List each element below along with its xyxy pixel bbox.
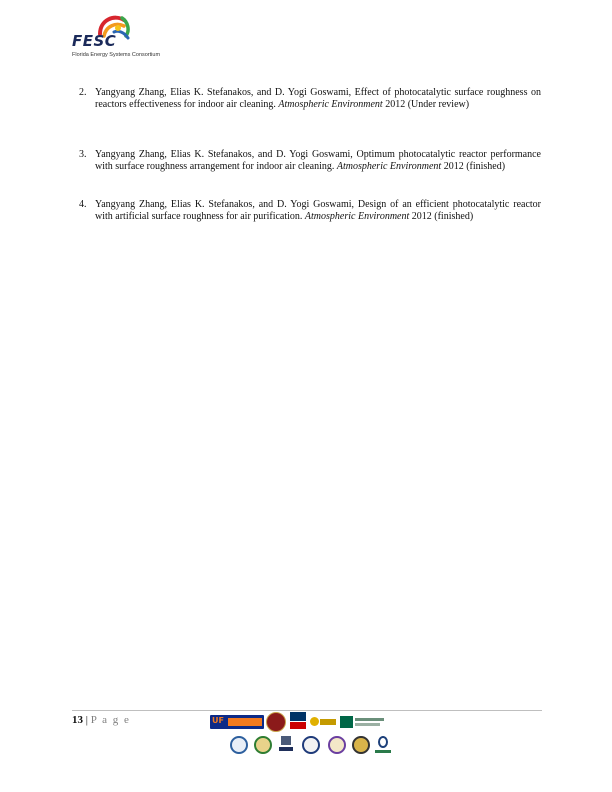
reference-body <box>95 87 541 110</box>
reference-item <box>79 87 541 110</box>
uf-mark-icon: UF <box>212 716 224 725</box>
usf-wordmark-icon <box>355 718 384 721</box>
unf-wordmark-icon <box>279 747 293 751</box>
partner-logos <box>210 712 395 762</box>
page-footer-label <box>72 714 130 726</box>
reference-item <box>79 199 541 222</box>
fau-logo <box>290 712 306 732</box>
university-seal-logo <box>302 736 320 754</box>
fgcu-wordmark-icon <box>375 750 391 753</box>
footer-divider <box>72 710 542 711</box>
fesc-logo-text: FESC <box>72 32 117 50</box>
reference-journal: Atmospheric Environment <box>304 210 410 222</box>
fgcu-logo <box>374 736 392 756</box>
ucf-logo <box>310 716 336 728</box>
fau-owl-icon <box>290 722 306 729</box>
page-number: 13 <box>72 714 83 726</box>
usf-logo <box>340 716 384 728</box>
fgcu-mark-icon <box>378 736 388 748</box>
usf-mark-icon <box>340 716 353 728</box>
reference-text: Yangyang Zhang, Elias K. Stefanakos, and D. Yogi Goswami, Optimum photocatalytic reactor performance with surface roughness arrangement for indoor air cleaning. <box>95 149 541 172</box>
usf-wordmark-icon <box>355 723 380 726</box>
fsu-seal-logo <box>266 712 286 732</box>
fau-mark-icon <box>290 712 306 721</box>
reference-text: Yangyang Zhang, Elias K. Stefanakos, and D. Yogi Goswami, Effect of photocatalytic surface roughness on reactors effectiveness for indoor air cleaning. <box>95 87 541 110</box>
university-seal-logo <box>254 736 272 754</box>
ucf-wordmark-icon <box>320 719 336 725</box>
page-word: P a g e <box>90 714 131 726</box>
reference-item <box>79 149 541 172</box>
unf-mark-icon <box>281 736 291 745</box>
reference-journal: Atmospheric Environment <box>278 98 383 110</box>
uf-university-of-florida-logo <box>210 715 264 729</box>
university-seal-logo <box>328 736 346 754</box>
reference-body <box>95 199 541 222</box>
ucf-pegasus-icon <box>310 717 319 726</box>
fesc-logo <box>72 12 192 58</box>
reference-number: 3. <box>79 149 87 160</box>
reference-tail: 2012 (Under review) <box>382 98 470 110</box>
reference-number: 4. <box>79 199 87 210</box>
university-seal-logo <box>352 736 370 754</box>
reference-body <box>95 149 541 172</box>
uf-wordmark-icon <box>228 718 262 726</box>
reference-number: 2. <box>79 87 87 98</box>
university-seal-logo <box>230 736 248 754</box>
reference-text: Yangyang Zhang, Elias K. Stefanakos, and D. Yogi Goswami, Design of an efficient photocatalytic reactor with artificial surface roughness for air purification. <box>95 199 541 222</box>
reference-tail: 2012 (finished) <box>441 160 506 172</box>
fesc-logo-subtitle: Florida Energy Systems Consortium <box>72 52 161 58</box>
reference-journal: Atmospheric Environment <box>336 160 442 172</box>
page-separator: | <box>83 714 91 726</box>
reference-tail: 2012 (finished) <box>409 210 474 222</box>
unf-logo <box>278 736 294 756</box>
